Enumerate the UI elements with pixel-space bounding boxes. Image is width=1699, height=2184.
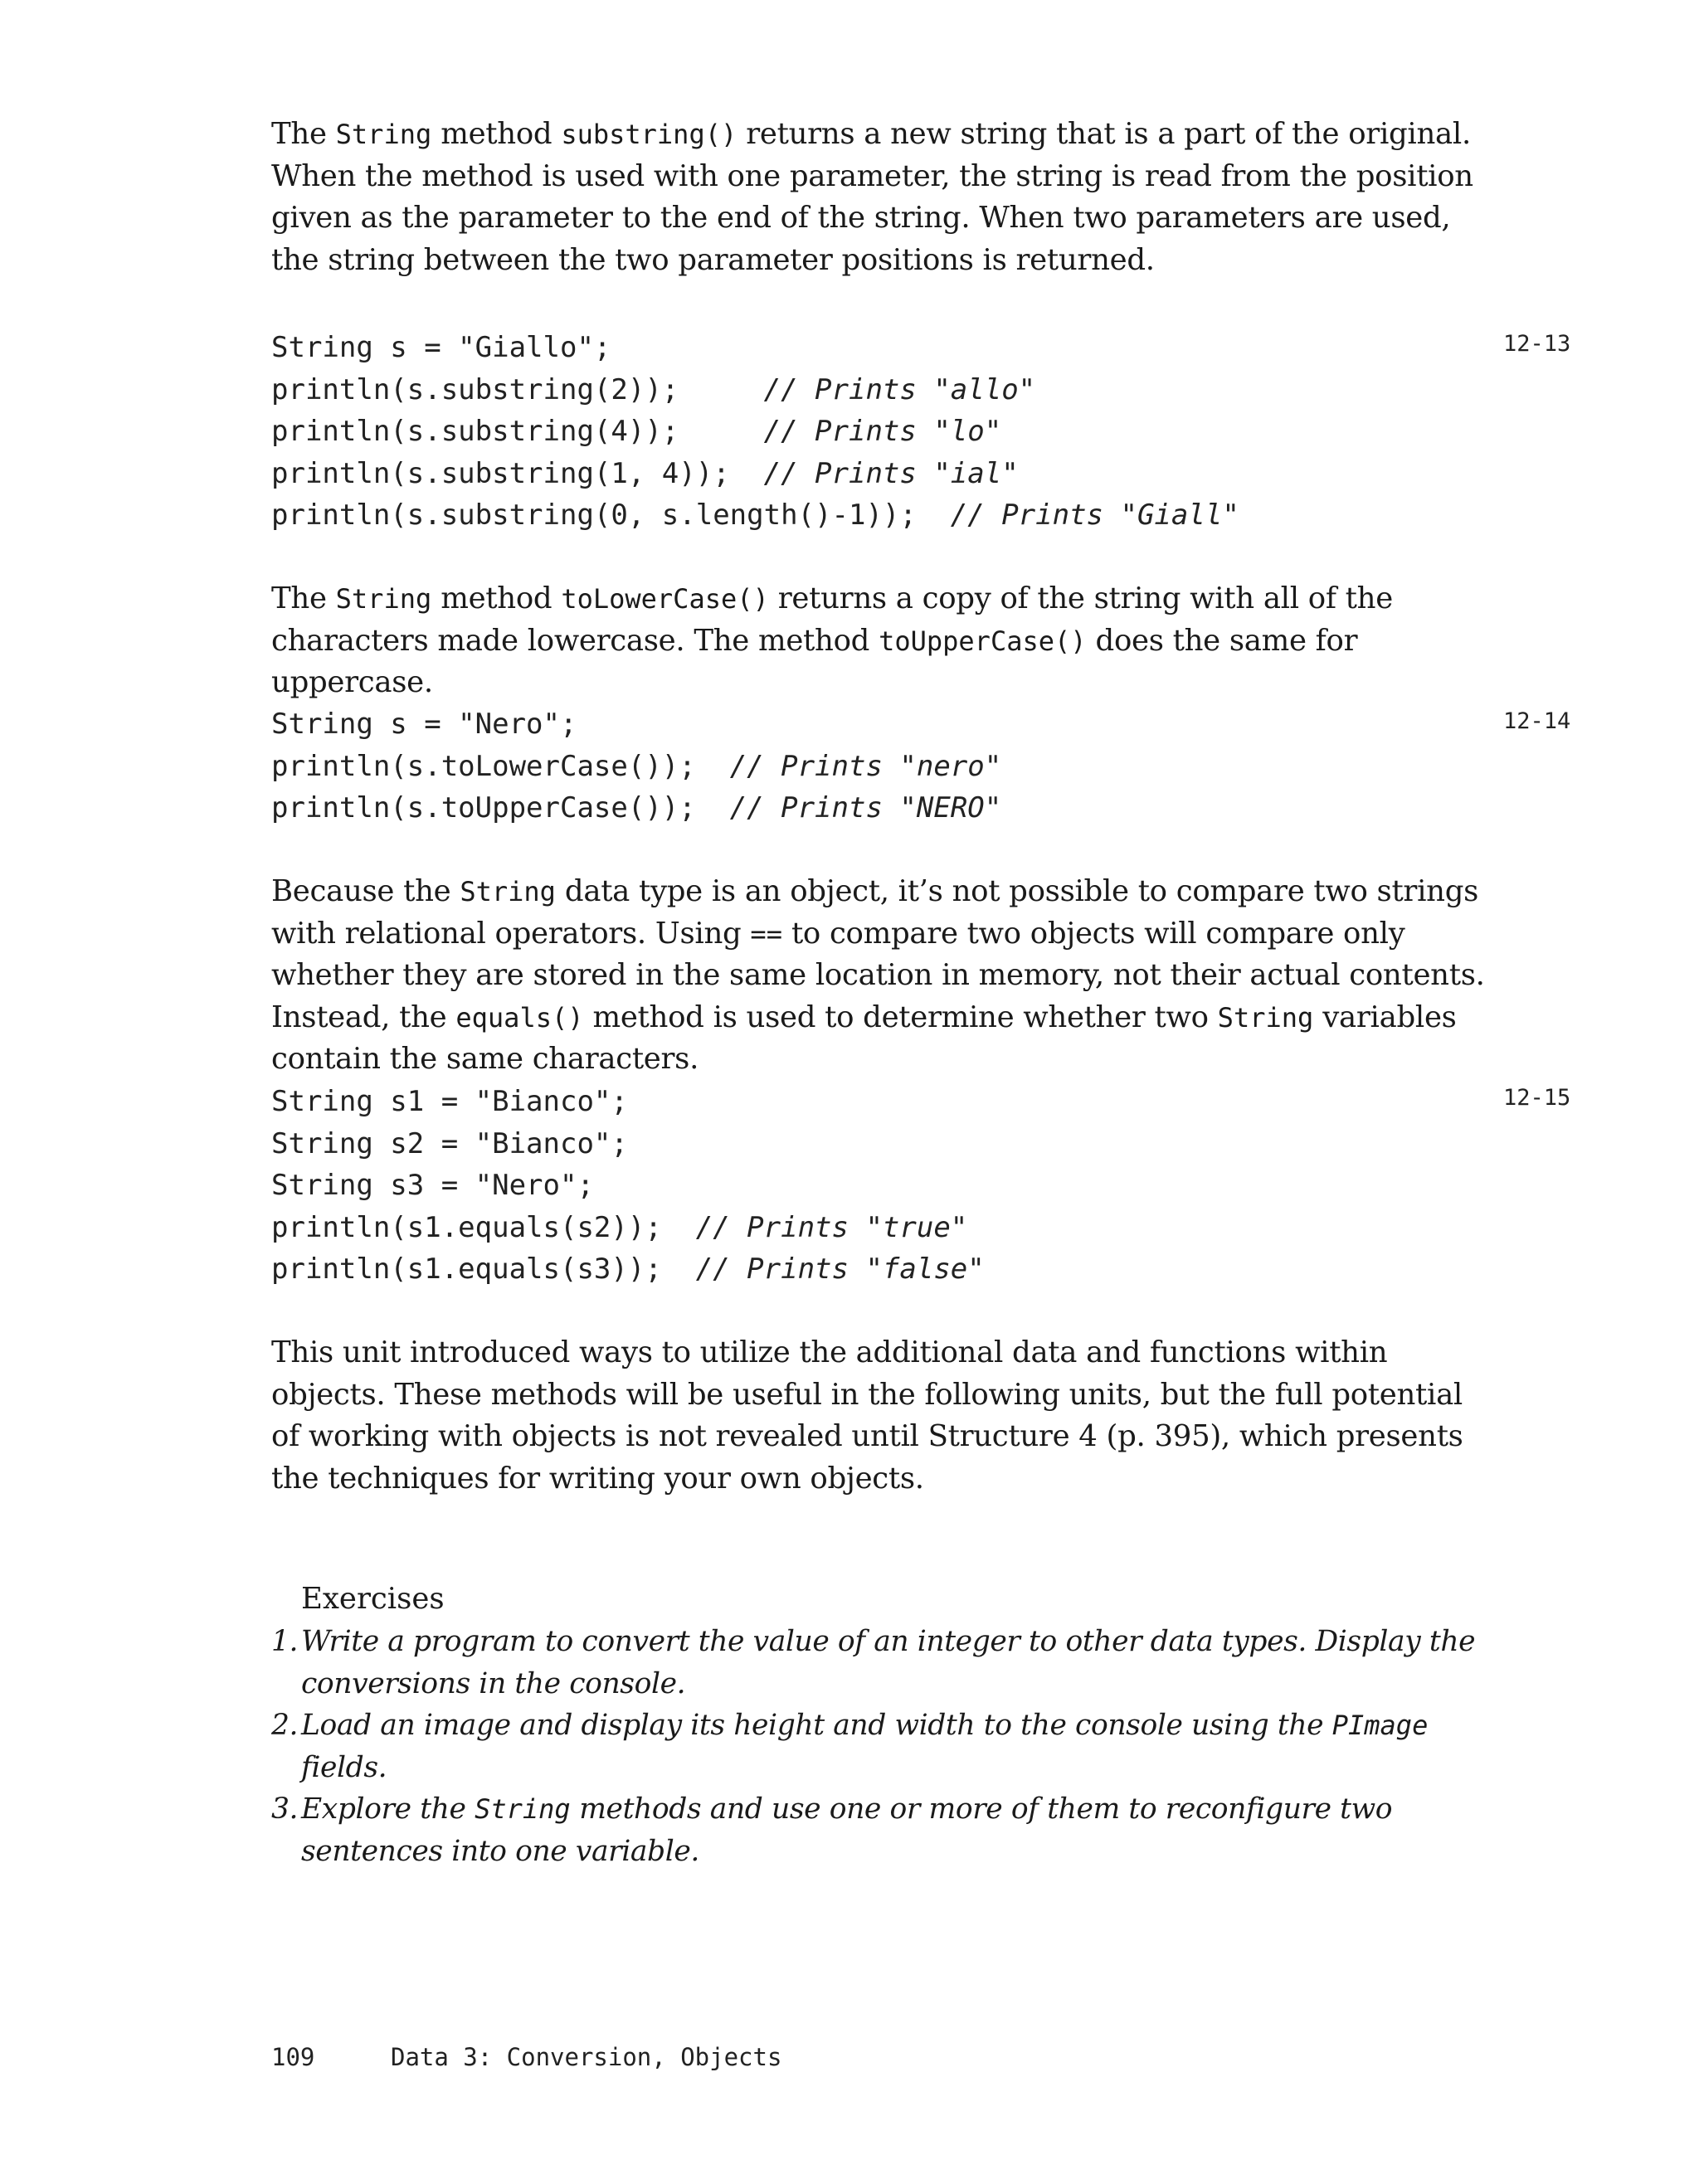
inline-code: toUpperCase()	[879, 625, 1087, 657]
text-run: Because the	[271, 874, 460, 908]
inline-code: toLowerCase()	[561, 583, 769, 615]
code-comment: // Prints "ial"	[763, 456, 1019, 490]
code-text: println(s.toLowerCase());	[271, 749, 730, 783]
text-run: to compare two objects will compare only whether they are stored in the same location in memory, not their actual contents. Instead, the	[271, 916, 1485, 1034]
code-text: String s3 = "Nero";	[271, 1169, 594, 1202]
exercise-list	[271, 1621, 1516, 1872]
section-title: Data 3: Conversion, Objects	[391, 2043, 782, 2071]
inline-code: String	[1217, 1001, 1314, 1034]
exercise-item	[271, 1621, 1516, 1705]
paragraph-lowercase	[271, 578, 1499, 704]
code-line	[271, 453, 1239, 495]
code-line	[271, 703, 1001, 746]
exercise-item	[271, 1705, 1516, 1788]
code-comment: // Prints "true"	[695, 1210, 968, 1244]
code-text: println(s1.equals(s2));	[271, 1210, 696, 1244]
exercise-number: 3.	[271, 1792, 299, 1826]
code-comment: // Prints "lo"	[763, 415, 1002, 448]
code-text: String s = "Giallo";	[271, 331, 611, 364]
paragraph-substring	[271, 114, 1499, 281]
code-text: println(s.toUpperCase());	[271, 791, 730, 824]
code-line	[271, 494, 1239, 537]
exercise-number: 1.	[271, 1625, 299, 1658]
code-line	[271, 327, 1239, 369]
text-run: data type is an object, it’s not possible to compare two strings with relational operators. Using	[271, 874, 1479, 951]
code-comment: // Prints "nero"	[729, 749, 1002, 783]
code-line	[271, 369, 1239, 411]
exercise-text: fields.	[301, 1750, 387, 1784]
code-line	[271, 787, 1001, 829]
code-text: println(s.substring(0, s.length()-1));	[271, 499, 951, 532]
code-text: println(s1.equals(s3));	[271, 1253, 696, 1286]
code-text: println(s.substring(4));	[271, 415, 764, 448]
inline-code: String	[335, 583, 432, 615]
text-run: does the same for uppercase.	[271, 623, 1358, 699]
inline-code: ==	[750, 917, 782, 950]
exercise-text: Explore the	[301, 1792, 475, 1826]
code-line	[271, 1165, 985, 1207]
text-run: returns a new string that is a part of the original. When the method is used with one parameter, the string is read from the position given as the parameter to the end of the string. When two parameters are used, the string between the two parameter positions is returned.	[271, 117, 1473, 277]
inline-code: String	[460, 876, 556, 907]
code-reference-12-15: 12-15	[1503, 1085, 1571, 1111]
code-text: String s1 = "Bianco";	[271, 1085, 628, 1118]
exercise-text: methods and use one or more of them to reconfigure two sentences into one variable.	[301, 1792, 1393, 1868]
inline-code: equals()	[455, 1001, 584, 1034]
text-run: method	[431, 117, 562, 151]
paragraph-equals	[271, 871, 1499, 1081]
inline-code: String	[335, 119, 432, 150]
exercise-text: Write a program to convert the value of an integer to other data types. Display the conversions in the console.	[301, 1625, 1476, 1700]
code-line	[271, 1081, 985, 1123]
text-run: method is used to determine whether two	[583, 1000, 1218, 1034]
text-run: returns a copy of the string with all of the characters made lowercase. The method	[271, 581, 1393, 658]
inline-code: String	[475, 1793, 571, 1825]
code-line	[271, 411, 1239, 453]
text-run: method	[431, 581, 562, 615]
code-reference-12-14: 12-14	[1503, 708, 1571, 734]
inline-code: substring()	[561, 119, 738, 150]
code-comment: // Prints "Giall"	[950, 499, 1239, 532]
code-line	[271, 746, 1001, 788]
code-line	[271, 1248, 985, 1291]
exercise-item	[271, 1788, 1516, 1872]
exercises-heading: Exercises	[301, 1582, 445, 1616]
code-text: println(s.substring(1, 4));	[271, 456, 764, 490]
code-text: String s = "Nero";	[271, 708, 577, 741]
code-block-12-14	[271, 703, 1001, 829]
code-block-12-15	[271, 1081, 985, 1291]
code-reference-12-13: 12-13	[1503, 331, 1571, 357]
code-comment: // Prints "allo"	[763, 372, 1036, 406]
text-run: The	[271, 117, 336, 151]
text-run: The	[271, 581, 336, 615]
exercise-number: 2.	[271, 1709, 299, 1742]
text-run: variables contain the same characters.	[271, 1000, 1457, 1076]
inline-code: PImage	[1331, 1710, 1429, 1741]
code-comment: // Prints "NERO"	[729, 791, 1002, 824]
paragraph-summary: This unit introduced ways to utilize the additional data and functions within objects. These methods will be useful in the following units, but the full potential of working with objects is not revealed until Structure 4 (p. 395), which presents the techniques for writing your own objects.	[271, 1335, 1463, 1496]
code-text: String s2 = "Bianco";	[271, 1126, 628, 1160]
code-comment: // Prints "false"	[695, 1253, 985, 1286]
exercise-text: Load an image and display its height and width to the console using the	[301, 1709, 1332, 1742]
code-line	[271, 1123, 985, 1165]
page-number: 109	[271, 2043, 315, 2071]
code-text: println(s.substring(2));	[271, 372, 764, 406]
code-block-12-13	[271, 327, 1239, 537]
code-line	[271, 1207, 985, 1249]
